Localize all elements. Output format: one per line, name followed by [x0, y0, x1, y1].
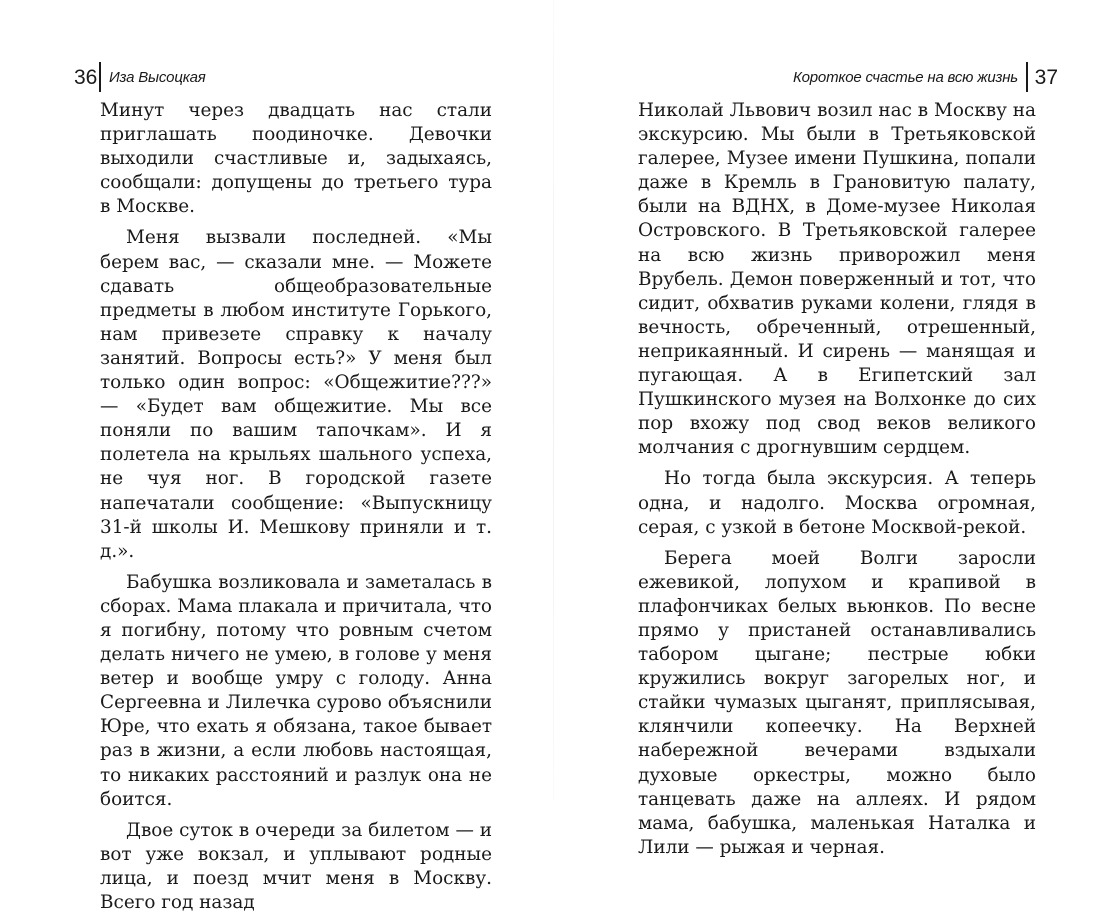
- paragraph: Меня вызвали последней. «Мы берем вас, — сказали мне. — Можете сдавать общеобразовательные предметы в любом институте Горького, нам привезете справку к началу занятий. Вопросы есть?» У меня был только один вопрос: «Общежитие???» — «Будет вам общежитие. Мы все поняли по вашим тапочкам». И я полетела на крыльях шального успеха, не чуя ног. В городской газете напечатали сообщение: «Выпускницу 31-й школы И. Мешкову приняли и т. д.».: [100, 227, 492, 562]
- paragraph: Бабушка возликовала и заметалась в сборах. Мама плакала и причитала, что я погибну, потому что ровным счетом делать ничего не умею, в голове у меня ветер и вообще умру с голоду. Анна Сергеевна и Лилечка сурово объяснили Юре, что ехать я обязана, такое бывает раз в жизни, а если любовь настоящая, то никаких расстояний и разлук она не боится.: [100, 571, 492, 810]
- right-page-header: [793, 62, 1064, 92]
- left-running-head: Иза Высоцкая: [109, 69, 206, 86]
- paragraph: Минут через двадцать нас стали приглашать поодиночке. Девочки выходили счастливые и, задыхаясь, сообщали: допущены до третьего тура в Москве.: [100, 100, 492, 218]
- right-running-head: Короткое счастье на всю жизнь: [793, 69, 1018, 86]
- header-divider: [1026, 62, 1028, 92]
- paragraph: Николай Львович возил нас в Москву на экскурсию. Мы были в Третьяковской галерее, Музее имени Пушкина, попали даже в Кремль в Грановитую палату, были на ВДНХ, в Доме-музее Николая Островского. В Третьяковской галерее на всю жизнь приворожил меня Врубель. Демон поверженный и тот, что сидит, обхватив руками колени, глядя в вечность, обреченный, отрешенный, неприкаянный. И сирень — манящая и пугающая. А в Египетский зал Пушкинского музея на Волхонке до сих пор вхожу под свод веков великого молчания с дрогнувшим сердцем.: [638, 100, 1036, 459]
- left-page-body: [100, 99, 492, 915]
- paragraph: Но тогда была экскурсия. А теперь одна, и надолго. Москва огромная, серая, с узкой в бетоне Москвой-рекой.: [638, 468, 1036, 538]
- header-divider: [99, 62, 101, 92]
- right-page-body: [638, 99, 1036, 860]
- left-page-header: [66, 62, 366, 92]
- left-page: [0, 0, 553, 913]
- paragraph: Берега моей Волги заросли ежевикой, лопухом и крапивой в плафончиках белых вьюнков. По весне прямо у пристаней останавливались табором цыгане; пестрые юбки кружились вокруг загорелых ног, и стайки чумазых цыганят, приплясывая, клянчили копеечку. На Верхней набережной вечерами вздыхали духовые оркестры, можно было танцевать даже на аллеях. И рядом мама, бабушка, маленькая Наталка и Лили — рыжая и черная.: [638, 547, 1036, 858]
- right-page: [554, 0, 1107, 858]
- left-page-number: 36: [74, 66, 98, 89]
- right-page-number: 37: [1034, 66, 1058, 89]
- paragraph: Двое суток в очереди за билетом — и вот уже вокзал, и уплывают родные лица, и поезд мчит меня в Москву. Всего год назад: [100, 819, 492, 913]
